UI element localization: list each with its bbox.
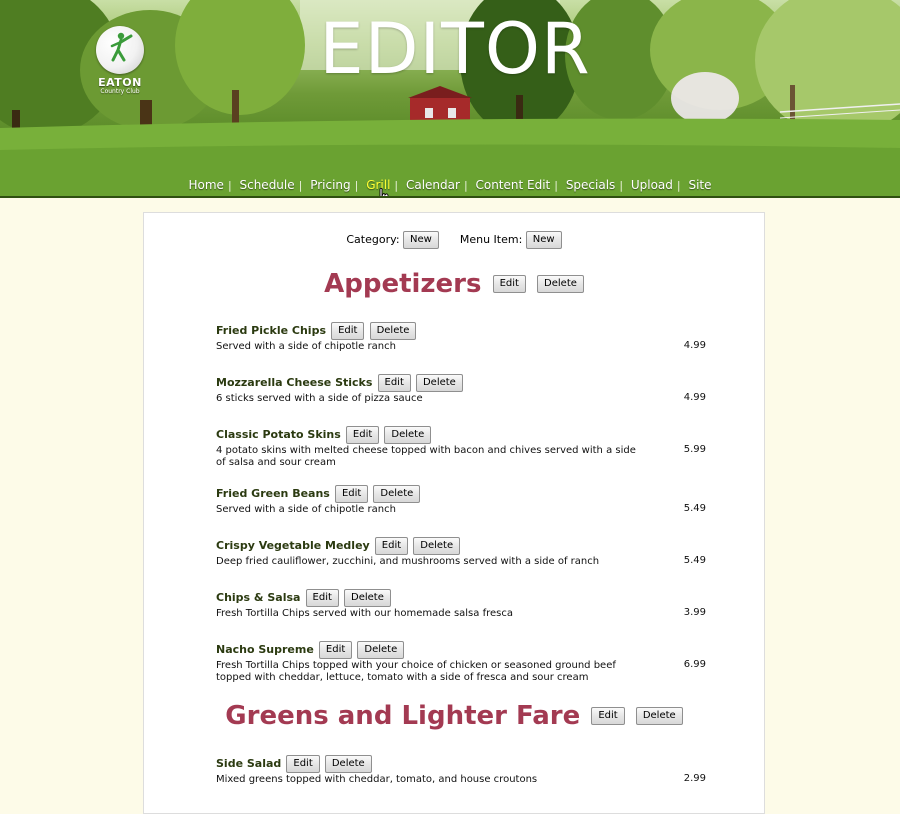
delete-item-button[interactable]: Delete	[325, 755, 372, 773]
nav-separator: |	[354, 179, 359, 192]
menu-item-price: 5.99	[683, 444, 706, 455]
edit-item-button[interactable]: Edit	[378, 374, 411, 392]
delete-item-button[interactable]: Delete	[357, 641, 404, 659]
menu-item-description: Mixed greens topped with cheddar, tomato, and house croutons	[216, 773, 538, 785]
menu-item-price: 5.49	[683, 555, 706, 566]
nav-schedule[interactable]: Schedule	[239, 178, 295, 192]
nav-pricing[interactable]: Pricing	[310, 178, 351, 192]
category-heading-greens	[144, 701, 764, 731]
edit-item-button[interactable]: Edit	[306, 589, 339, 607]
nav-separator: |	[463, 179, 468, 192]
menu-item-price: 6.99	[683, 659, 706, 670]
nav-grill[interactable]: Grill	[366, 178, 391, 192]
delete-category-button[interactable]: Delete	[537, 275, 584, 293]
menu-item	[216, 424, 706, 469]
delete-item-button[interactable]: Delete	[384, 426, 431, 444]
menu-toolbar	[144, 231, 764, 249]
nav-calendar[interactable]: Calendar	[405, 178, 460, 192]
nav-separator: |	[394, 179, 399, 192]
nav-specials[interactable]: Specials	[565, 178, 616, 192]
edit-item-button[interactable]: Edit	[286, 755, 319, 773]
nav-separator: |	[298, 179, 303, 192]
logo-name: EATON	[98, 76, 142, 89]
edit-category-button[interactable]: Edit	[493, 275, 526, 293]
logo-subtitle: Country Club	[100, 88, 140, 95]
menu-item-name: Classic Potato Skins	[216, 428, 341, 441]
nav-upload[interactable]: Upload	[630, 178, 673, 192]
menu-item	[216, 535, 706, 568]
menu-item	[216, 483, 706, 516]
menu-item-name: Nacho Supreme	[216, 643, 314, 656]
edit-item-button[interactable]: Edit	[346, 426, 379, 444]
edit-category-button[interactable]: Edit	[591, 707, 624, 725]
menu-item-price: 4.99	[683, 392, 706, 403]
edit-item-button[interactable]: Edit	[319, 641, 352, 659]
page-title: EDITOR	[319, 8, 591, 90]
new-menu-item-button[interactable]: New	[526, 231, 562, 249]
category-heading-appetizers	[144, 269, 764, 299]
menu-item	[216, 639, 706, 684]
edit-item-button[interactable]: Edit	[331, 322, 364, 340]
main-nav	[0, 178, 900, 192]
menu-item-description: Served with a side of chipotle ranch	[216, 503, 396, 515]
menu-item-label: Menu Item:	[459, 233, 523, 246]
menu-item-description: Fresh Tortilla Chips served with our homemade salsa fresca	[216, 607, 513, 619]
menu-item-description: Fresh Tortilla Chips topped with your choice of chicken or seasoned ground beef topped with cheddar, lettuce, tomato with a side of fresca and sour cream	[216, 659, 616, 683]
menu-item-name: Fried Pickle Chips	[216, 324, 326, 337]
menu-item-description: Deep fried cauliflower, zucchini, and mushrooms served with a side of ranch	[216, 555, 600, 567]
hand-pointer-cursor-icon	[376, 188, 390, 198]
site-header	[0, 0, 900, 198]
nav-home[interactable]: Home	[188, 178, 224, 192]
category-title: Appetizers	[324, 269, 482, 299]
menu-item-name: Side Salad	[216, 757, 282, 770]
menu-item-price: 5.49	[683, 503, 706, 514]
menu-item-price: 3.99	[683, 607, 706, 618]
nav-site[interactable]: Site	[688, 178, 712, 192]
delete-category-button[interactable]: Delete	[636, 707, 683, 725]
nav-separator: |	[676, 179, 681, 192]
delete-item-button[interactable]: Delete	[344, 589, 391, 607]
nav-separator: |	[554, 179, 558, 192]
menu-item	[216, 320, 706, 353]
delete-item-button[interactable]: Delete	[370, 322, 417, 340]
menu-item-price: 4.99	[683, 340, 706, 351]
nav-separator: |	[619, 179, 624, 192]
category-title: Greens and Lighter Fare	[225, 701, 581, 731]
menu-item-name: Mozzarella Cheese Sticks	[216, 376, 373, 389]
edit-item-button[interactable]: Edit	[375, 537, 408, 555]
delete-item-button[interactable]: Delete	[416, 374, 463, 392]
delete-item-button[interactable]: Delete	[373, 485, 420, 503]
menu-item-description: Served with a side of chipotle ranch	[216, 340, 396, 352]
menu-item-price: 2.99	[683, 773, 706, 784]
menu-item-description: 4 potato skins with melted cheese topped with bacon and chives served with a side of salsa and sour cream	[216, 444, 636, 468]
nav-content-edit[interactable]: Content Edit	[475, 178, 551, 192]
menu-editor-panel	[143, 212, 765, 814]
nav-separator: |	[227, 179, 232, 192]
menu-item	[216, 587, 706, 620]
new-category-button[interactable]: New	[403, 231, 439, 249]
menu-item-name: Crispy Vegetable Medley	[216, 539, 370, 552]
menu-item	[216, 372, 706, 405]
edit-item-button[interactable]: Edit	[335, 485, 368, 503]
category-label: Category:	[346, 233, 400, 246]
menu-item-name: Chips & Salsa	[216, 591, 301, 604]
menu-item-name: Fried Green Beans	[216, 487, 330, 500]
delete-item-button[interactable]: Delete	[413, 537, 460, 555]
menu-item-description: 6 sticks served with a side of pizza sauce	[216, 392, 423, 404]
menu-item	[216, 753, 706, 786]
